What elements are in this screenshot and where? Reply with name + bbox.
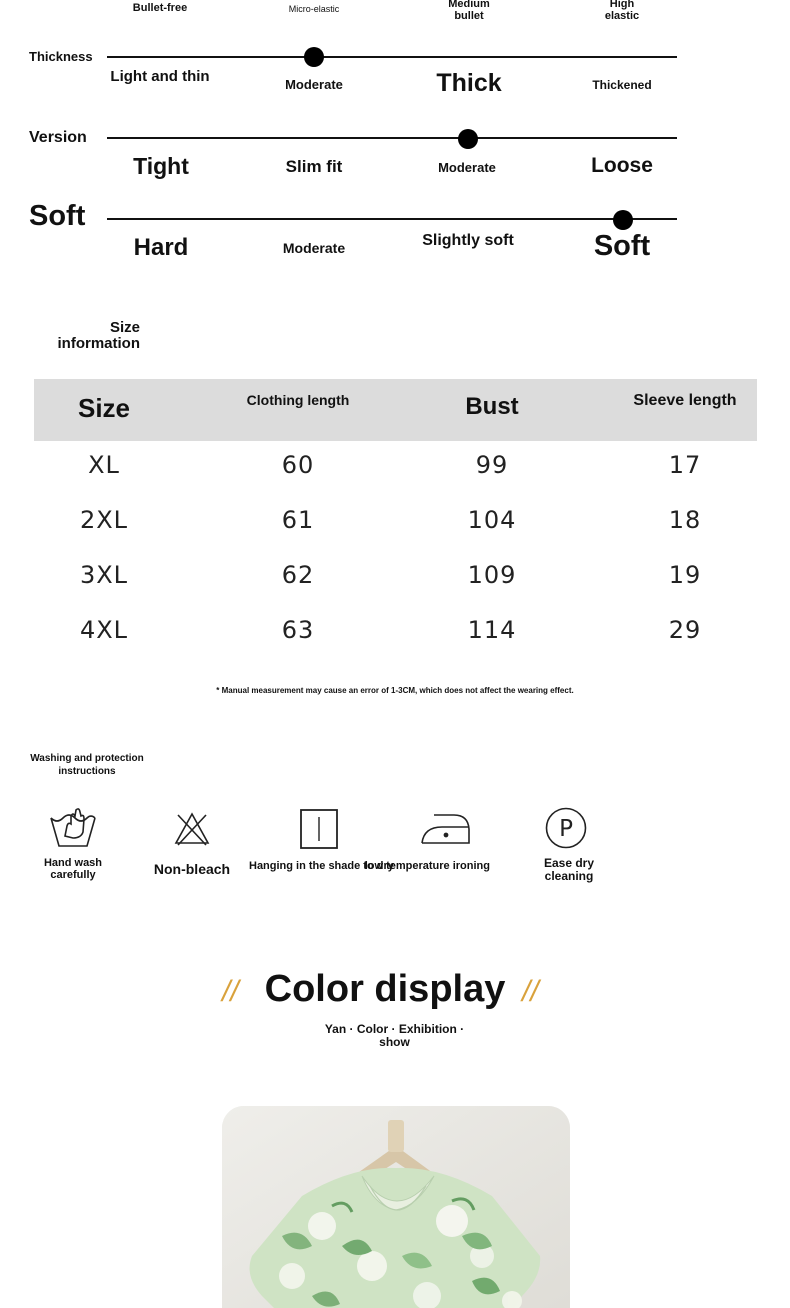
hang-dry-icon [300, 809, 338, 849]
softness-option-slightly-soft: Slightly soft [422, 232, 514, 249]
size-cell: 2XL [79, 506, 129, 534]
thickness-option-thick: Thick [436, 69, 502, 97]
non-bleach-icon [174, 811, 210, 847]
elasticity-option-high-elastic: High elastic [604, 0, 640, 22]
product-photo [222, 1106, 570, 1308]
hang-dry-label: Hanging in the shade to dry [249, 860, 394, 872]
thickness-label: Thickness [29, 49, 93, 64]
color-display-deco-right: // [522, 975, 539, 1008]
sleeve-cell: 19 [668, 561, 702, 589]
header-size: Size [77, 393, 131, 423]
elasticity-option-micro-elastic: Micro-elastic [288, 4, 340, 14]
softness-option-moderate: Moderate [282, 240, 346, 256]
size-cell: 4XL [79, 616, 129, 644]
softness-indicator [613, 210, 633, 230]
size-table-header [34, 379, 757, 441]
softness-option-hard: Hard [133, 234, 189, 261]
care-title: Washing and protection instructions [30, 753, 144, 777]
thickness-scale-line [107, 56, 677, 58]
version-option-moderate: Moderate [438, 160, 496, 175]
size-cell: XL [88, 451, 120, 479]
size-info-title: Size information [57, 319, 140, 352]
length-cell: 60 [281, 451, 315, 479]
sleeve-cell: 18 [668, 506, 702, 534]
measurement-note: * Manual measurement may cause an error of 1-3CM, which does not affect the wearing effect. [216, 686, 574, 695]
header-bust: Bust [465, 393, 519, 420]
dry-clean-icon [545, 807, 587, 849]
softness-option-soft: Soft [593, 230, 651, 262]
version-option-loose: Loose [591, 154, 653, 177]
size-cell: 3XL [79, 561, 129, 589]
length-cell: 61 [281, 506, 315, 534]
sleeve-cell: 17 [668, 451, 702, 479]
thickness-option-moderate: Moderate [285, 77, 343, 92]
version-option-slim-fit: Slim fit [285, 157, 343, 176]
version-scale-line [107, 137, 677, 139]
non-bleach-label: Non-bleach [153, 861, 231, 877]
thickness-option-thickened: Thickened [592, 78, 652, 92]
header-clothing-length: Clothing length [246, 392, 350, 408]
bust-cell: 109 [467, 561, 517, 589]
hand-wash-icon [49, 806, 97, 850]
color-display-deco-left: // [222, 975, 239, 1008]
softness-label: Soft [29, 200, 86, 232]
version-option-tight: Tight [133, 153, 189, 179]
length-cell: 62 [281, 561, 315, 589]
elasticity-option-bullet-free: Bullet-free [132, 2, 188, 14]
version-label: Version [29, 129, 87, 146]
sleeve-cell: 29 [668, 616, 702, 644]
thickness-indicator [304, 47, 324, 67]
elasticity-option-medium-bullet: Medium bullet [448, 0, 490, 22]
hand-wash-label: Hand wash carefully [43, 857, 103, 882]
softness-scale-line [107, 218, 677, 220]
thickness-option-light-and-thin: Light and thin [110, 68, 210, 85]
header-sleeve-length: Sleeve length [633, 392, 737, 409]
iron-icon [420, 812, 472, 846]
color-display-subtitle: Yan · Color · Exhibition · show [324, 1022, 465, 1050]
bust-cell: 104 [467, 506, 517, 534]
bust-cell: 99 [475, 451, 509, 479]
bust-cell: 114 [467, 616, 517, 644]
version-indicator [458, 129, 478, 149]
iron-label: low temperature ironing [364, 860, 490, 872]
svg-text:P: P [559, 816, 573, 842]
color-display-title: Color display [264, 968, 506, 1010]
length-cell: 63 [281, 616, 315, 644]
dry-clean-label: Ease dry cleaning [543, 856, 595, 884]
